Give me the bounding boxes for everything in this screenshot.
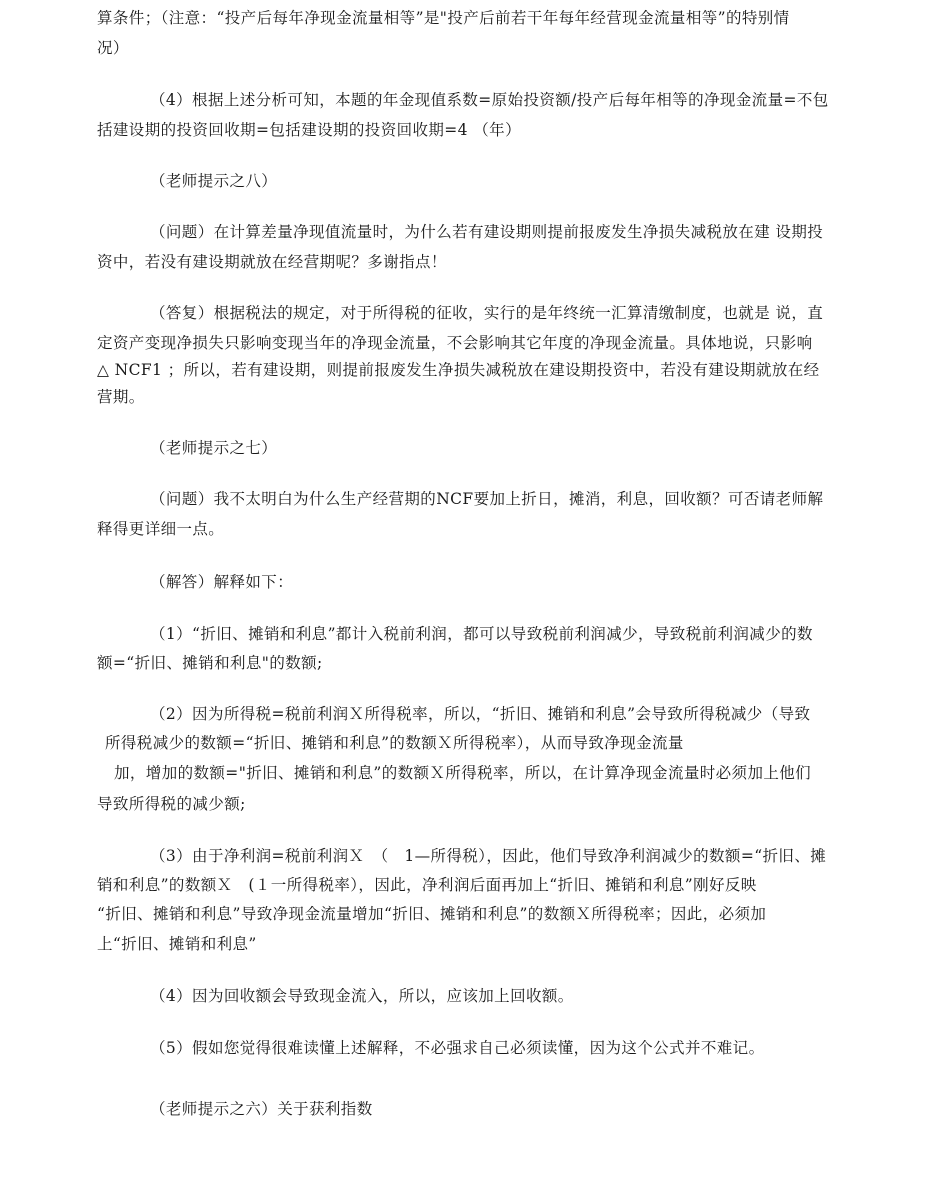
text-line: 括建设期的投资回收期=包括建设期的投资回收期=4 （年）	[97, 121, 521, 139]
text-line: 释得更详细一点。	[97, 520, 225, 538]
text-line: 上“折旧、摊销和利息”	[97, 935, 257, 953]
text-line: 营期。	[97, 388, 145, 406]
text-line: （5）假如您觉得很难读懂上述解释，不必强求自己必须读懂，因为这个公式并不难记。	[150, 1039, 765, 1057]
text-line: （4）因为回收额会导致现金流入，所以，应该加上回收额。	[150, 987, 574, 1005]
text-line: 所得税减少的数额=“折旧、摊销和利息”的数额Ｘ所得税率），从而导致净现金流量	[105, 734, 684, 752]
text-line: （1）“折旧、摊销和利息”都计入税前利润，都可以导致税前利润减少，导致税前利润减少的数	[150, 625, 813, 643]
text-line: 资中，若没有建设期就放在经营期呢？多谢指点！	[97, 253, 447, 271]
section-heading: （老师提示之八）	[150, 172, 278, 190]
section-heading: （老师提示之七）	[150, 439, 278, 457]
text-line: （2）因为所得税=税前利润Ｘ所得税率，所以，“折旧、摊销和利息”会导致所得税减少（导致	[150, 705, 811, 723]
text-line: 定资产变现净损失只影响变现当年的净现金流量，不会影响其它年度的净现金流量。具体地说，只影响	[97, 334, 813, 352]
text-line: 销和利息”的数额Ｘ (１一所得税率），因此，净利润后面再加上“折旧、摊销和利息”刚好反映	[97, 876, 757, 894]
text-line: 额=“折旧、摊销和利息"的数额;	[97, 654, 323, 672]
text-line: （解答）解释如下：	[150, 573, 294, 591]
text-line: 算条件；（注意：“投产后每年净现金流量相等”是"投产后前若干年每年经营现金流量相等”的特别情	[97, 9, 790, 27]
text-line: 加，增加的数额="折旧、摊销和利息”的数额Ｘ所得税率，所以，在计算净现金流量时必须加上他们	[114, 764, 812, 782]
text-line: “折旧、摊销和利息”导致净现金流量增加“折旧、摊销和利息”的数额Ｘ所得税率；因此，必须加	[97, 905, 767, 923]
section-heading: （老师提示之六）关于获利指数	[150, 1100, 373, 1118]
text-line: （问题）我不太明白为什么生产经营期的NCF要加上折日，摊消，利息，回收额？可否请老师解	[150, 490, 824, 508]
text-line: （答复）根据税法的规定，对于所得税的征收，实行的是年终统一汇算清缴制度，也就是 说，直	[150, 304, 824, 322]
text-line: △ NCF1 ；所以，若有建设期，则提前报废发生净损失减税放在建设期投资中，若没有建设期就放在经	[97, 361, 820, 379]
text-line: 导致所得税的减少额;	[97, 795, 246, 813]
text-line: 况）	[97, 39, 129, 57]
text-line: （问题）在计算差量净现值流量时，为什么若有建设期则提前报废发生净损失减税放在建 设期投	[150, 223, 824, 241]
text-line: （3）由于净利润=税前利润Ｘ （ 1—所得税），因此，他们导致净利润减少的数额=“折旧、摊	[150, 847, 827, 865]
text-line: （4）根据上述分析可知，本题的年金现值系数=原始投资额/投产后每年相等的净现金流量=不包	[150, 91, 829, 109]
